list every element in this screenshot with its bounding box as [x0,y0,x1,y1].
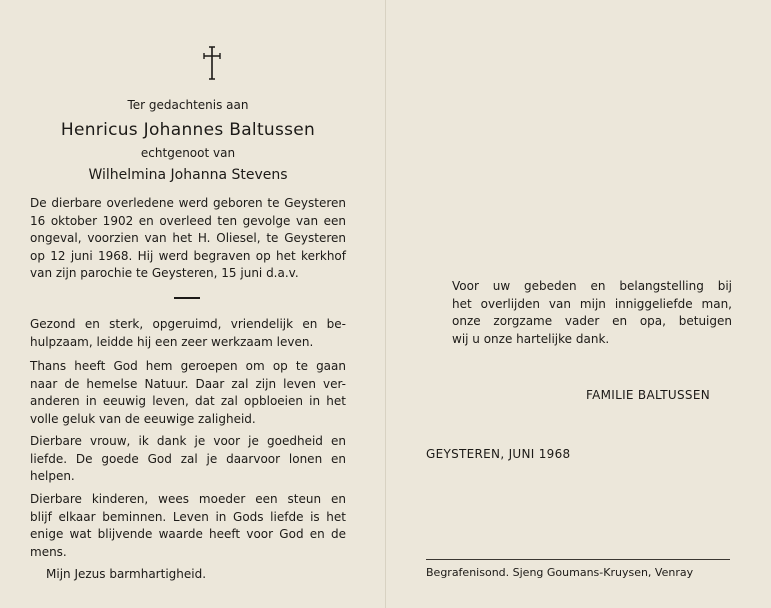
text-line: ongeval, voorzien van het H. Oliesel, te Geysteren [30,231,346,245]
left-panel [30,0,346,608]
fold-line [385,0,386,608]
text-line: onze zorgzame vader en opa, betuigen [452,314,732,328]
biography-paragraph [30,195,346,283]
right-panel [402,0,732,608]
text-line: op 12 juni 1968. Hij werd begraven op het kerkhof [30,248,346,263]
text-line: Gezond en sterk, opgeruimd, vriendelijk en be- [30,317,346,331]
text-line: wij u onze hartelijke dank. [452,331,610,346]
thanks-paragraph [452,278,732,348]
text-line: 16 oktober 1902 en overleed ten gevolge van een [30,213,346,228]
footer-rule [426,559,730,560]
text-line: naar de hemelse Natuur. Daar zal zijn leven ver- [30,376,346,391]
text-line: enige wat blijvende waarde heeft voor God en de [30,527,346,541]
family-signature: FAMILIE BALTUSSEN [586,388,711,402]
text-line: volle geluk van de eeuwige zaligheid. [30,411,256,426]
text-line: blijf elkaar beminnen. Leven in Gods liefde is het [30,509,346,524]
printer-credit: Begrafenisond. Sjeng Goumans-Kruysen, Venray [426,566,694,579]
place-date: GEYSTEREN, JUNI 1968 [426,447,571,461]
spouse-of-label: echtgenoot van [140,146,236,160]
divider-dash [174,297,200,299]
text-line: De dierbare overledene werd geboren te Geysteren [30,196,346,210]
text-line: mens. [30,544,67,559]
closing-prayer [30,566,346,584]
text-line: anderen in eeuwig leven, dat zal opbloeien in het [30,394,346,408]
text-line: Voor uw gebeden en belangstelling bij [452,279,732,293]
text-line: Thans heeft God hem geroepen om op te gaan [30,359,346,373]
text-line: het overlijden van mijn inniggeliefde man, [452,296,732,311]
text-line: hulpzaam, leidde hij een zeer werkzaam leven. [30,334,314,349]
deceased-name: Henricus Johannes Baltussen [60,120,316,140]
spouse-name: Wilhelmina Johanna Stevens [88,167,288,183]
in-memory-heading: Ter gedachtenis aan [127,98,249,112]
text-line: van zijn parochie te Geysteren, 15 juni d.a.v. [30,266,299,280]
cross-icon [200,46,224,80]
eternal-life-paragraph [30,358,346,428]
character-paragraph [30,316,346,351]
text-line: helpen. [30,469,75,483]
text-line: Dierbare kinderen, wees moeder een steun en [30,492,346,506]
children-paragraph [30,491,346,561]
text-line: Dierbare vrouw, ik dank je voor je goedheid en [30,434,346,448]
text-line: liefde. De goede God zal je daarvoor lonen en [30,451,346,466]
wife-paragraph [30,433,346,486]
text-line: Mijn Jezus barmhartigheid. [46,567,207,581]
